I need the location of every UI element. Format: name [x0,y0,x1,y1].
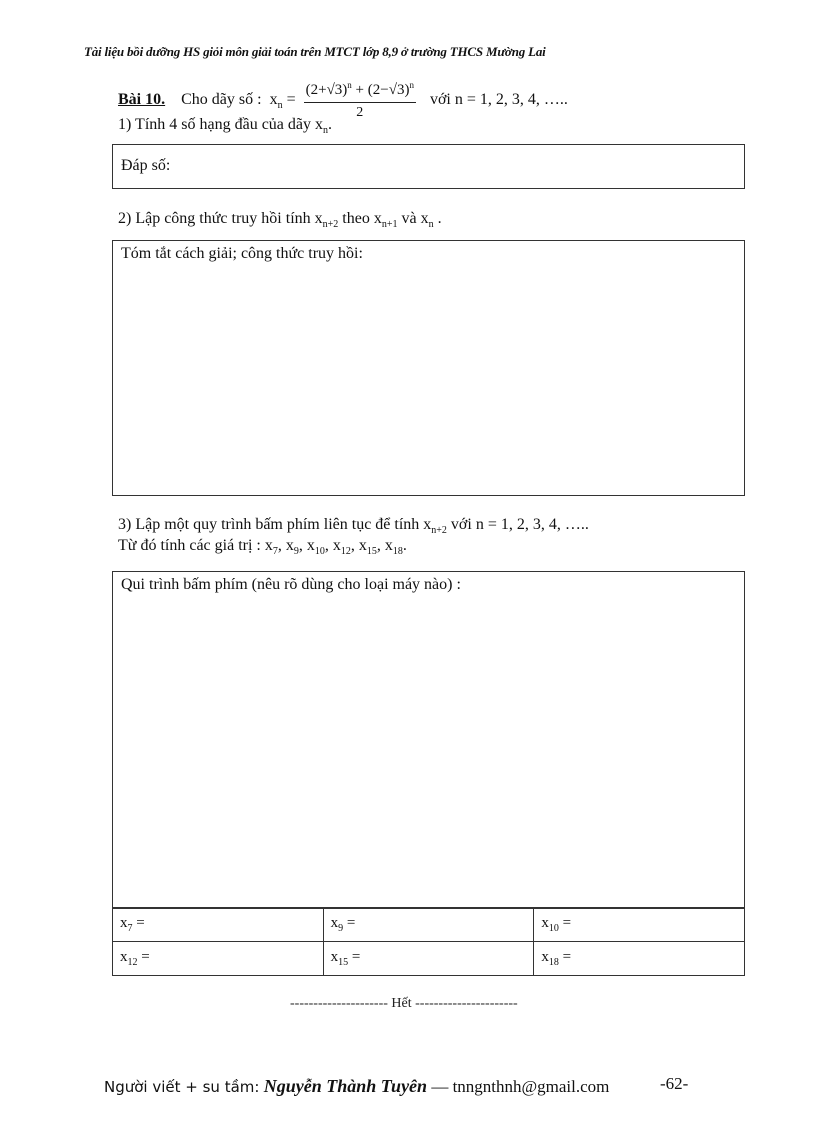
end-marker: --------------------- Hết ---------------------- [290,996,518,1011]
page-number: -62- [660,1074,689,1093]
answer-cell-x7[interactable]: $x_7$ = [113,908,324,942]
question-3-values [264,537,407,558]
question-3-value: $x_7$, [264,537,286,558]
footer-author: Nguyễn Thành Tuyên [263,1076,428,1096]
answer-grid [112,907,745,976]
answer-box-2-label: Tóm tắt cách giải; công thức truy hồi: [121,245,363,262]
question-3-value: $x_{15}$, [358,537,385,558]
question-3-value: $x_{10}$, [306,537,333,558]
footer-email[interactable]: tnngnthnh@gmail.com [452,1077,610,1096]
formula-lhs: $x_n$ [269,91,283,112]
question-1: 1) Tính 4 số hạng đầu của dãy $x_n$. [118,116,332,137]
formula-fraction [304,80,416,121]
answer-cell-x18[interactable]: $x_{18}$ = [534,942,745,976]
question-2: 2) Lập công thức truy hồi tính $x_{n+2}$ theo $x_{n+1}$ và $x_n$ . [118,210,442,231]
answer-cell-x9[interactable]: $x_9$ = [323,908,534,942]
footer-prefix: Người viết + su tầm: [104,1078,260,1096]
formula-denominator: 2 [356,105,364,120]
answer-box-3-label: Qui trình bấm phím (nêu rõ dùng cho loại máy nào) : [121,576,461,593]
answer-box-1[interactable] [112,144,745,189]
question-3-value: $x_{12}$, [332,537,359,558]
answer-box-2[interactable] [112,240,745,496]
footer [104,1076,609,1097]
answer-cell-x15[interactable]: $x_{15}$ = [323,942,534,976]
footer-dash: — [427,1077,453,1096]
formula-numerator: $(2+√3)^n + (2-√3)^n$ [304,80,416,103]
question-3-value: $x_9$, [285,537,307,558]
answer-cell-x12[interactable]: $x_{12}$ = [113,942,324,976]
answer-box-3[interactable] [112,571,745,909]
formula-condition: với n = 1, 2, 3, 4, ….. [429,91,568,109]
answer-cell-x10[interactable]: $x_{10}$ = [534,908,745,942]
answer-box-1-label: Đáp số: [121,157,171,174]
document-header: Tài liệu bồi dưỡng HS giỏi môn giải toán trên MTCT lớp 8,9 ở trường THCS Mường Lai [84,44,546,59]
problem-statement: Bài 10. Cho dãy số : $x_n$ = $\frac{(2+√3)^n + (2-√3)^n}{2}$ với n = 1, 2, 3, 4, ….. [118,80,568,120]
problem-label: Bài 10. [118,91,166,109]
problem-intro: Cho dãy số : [181,91,262,109]
question-3-line-1: 3) Lập một quy trình bấm phím liên tục để tính $x_{n+2}$ với n = 1, 2, 3, 4, ….. [118,516,589,537]
question-3-value: $x_{18}$. [384,537,407,558]
question-3-line-2: Từ đó tính các giá trị : $x_7$, $x_9$, $x_{10}$, $x_{12}$, $x_{15}$, $x_{18}$. [118,537,407,558]
